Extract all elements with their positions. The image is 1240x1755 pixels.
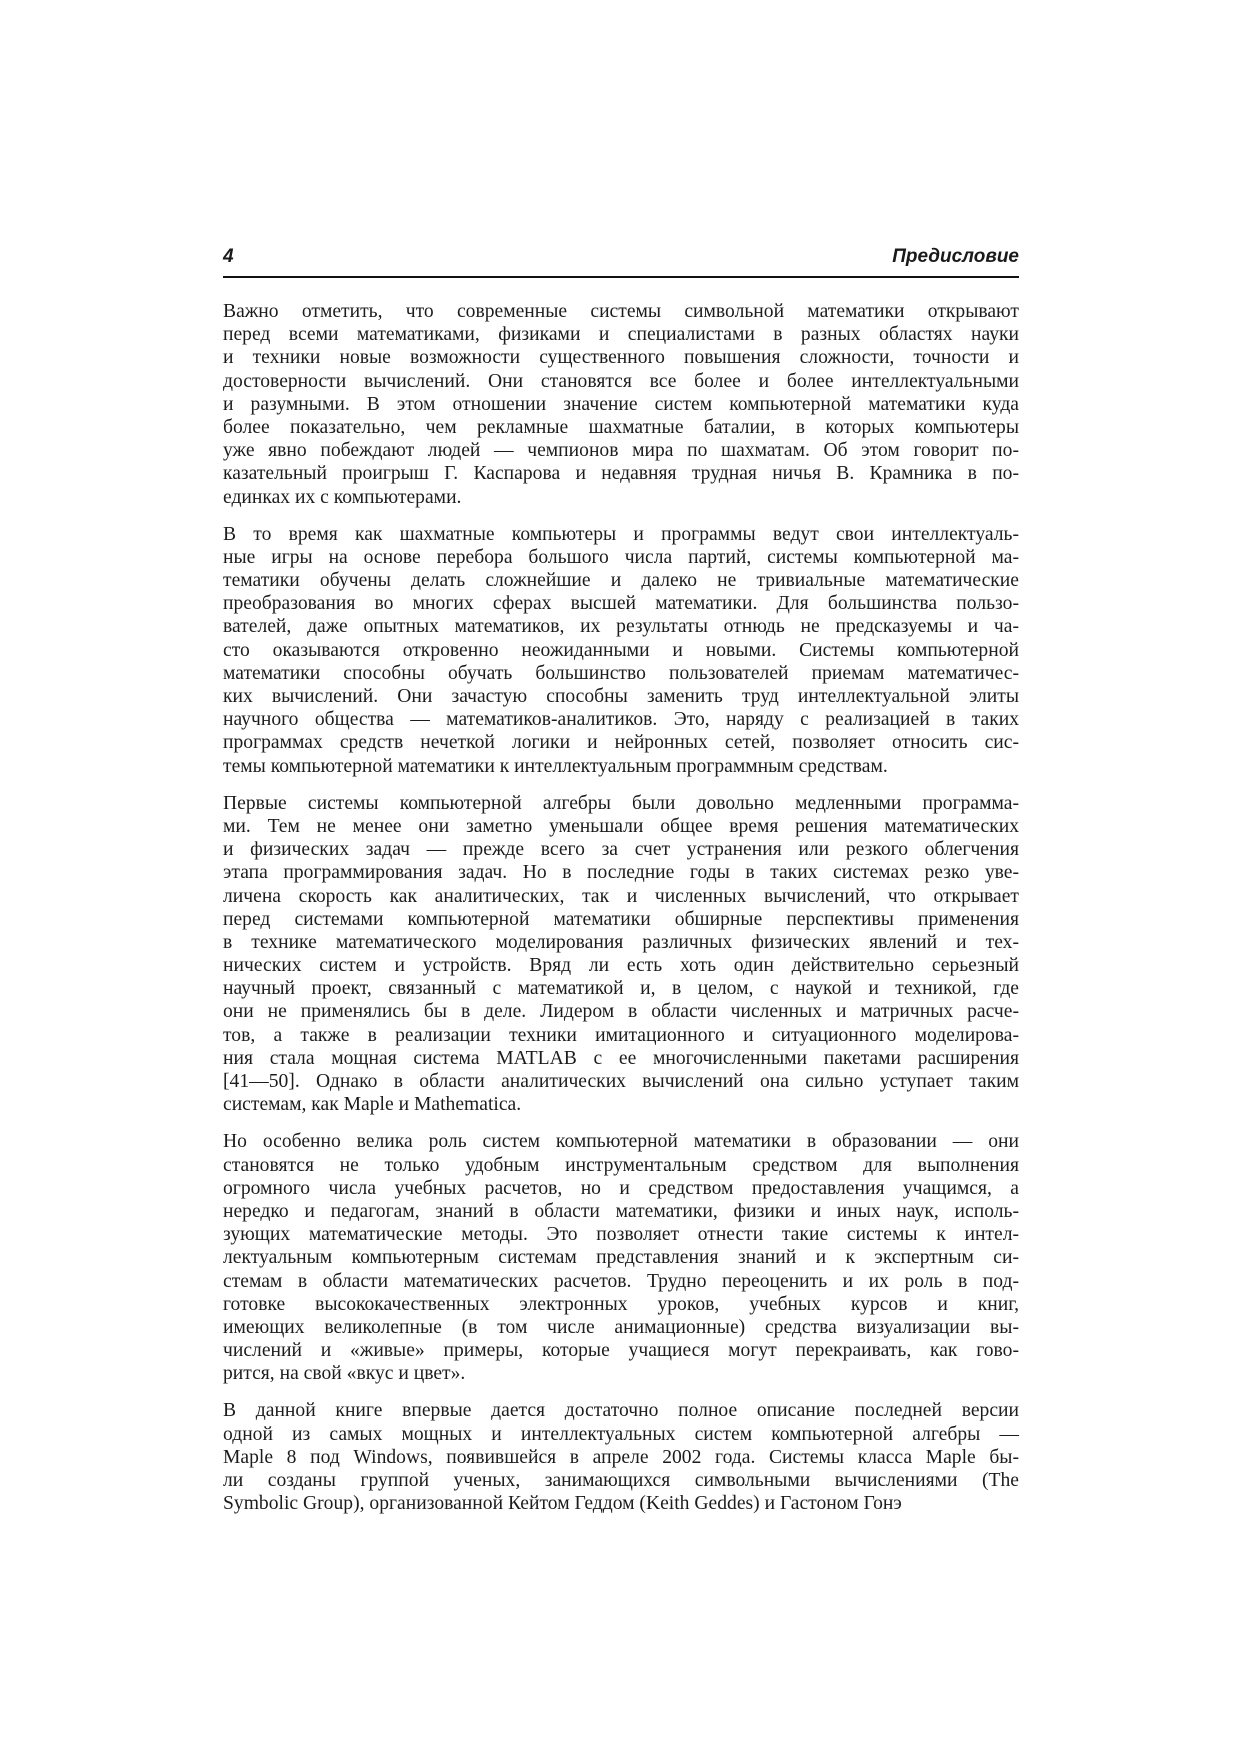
- text-line: числений и «живые» примеры, которые учащиеся могут перекраивать, как гово-: [223, 1340, 1019, 1362]
- text-line: вателей, даже опытных математиков, их результаты отнюдь не предсказуемы и ча-: [223, 616, 1019, 638]
- text-line: системам, как Maple и Mathematica.: [223, 1094, 522, 1116]
- text-line: темы компьютерной математики к интеллектуальным программным средствам.: [223, 755, 888, 777]
- text-line: готовке высококачественных электронных уроков, учебных курсов и книг,: [223, 1293, 1019, 1315]
- text-line: научного общества — математиков-аналитиков. Это, наряду с реализацией в таких: [223, 709, 1019, 731]
- text-line: единках их с компьютерами.: [223, 486, 462, 508]
- text-line: Важно отметить, что современные системы символьной математики открывают: [223, 301, 1019, 322]
- text-line: перед всеми математиками, физиками и специалистами в разных областях науки: [223, 324, 1019, 346]
- text-line: и разумными. В этом отношении значение систем компьютерной математики куда: [223, 393, 1019, 415]
- text-line: стемам в области математических расчетов. Трудно переоценить и их роль в под-: [223, 1270, 1019, 1292]
- text-line: ния стала мощная система MATLAB с ее многочисленными пакетами расширения: [223, 1047, 1019, 1069]
- text-line: В данной книге впервые дается достаточно полное описание последней версии: [223, 1400, 1019, 1422]
- text-line: математики способны обучать большинство пользователей приемам математичес-: [223, 662, 1019, 684]
- paragraph: [223, 1130, 1019, 1385]
- text-line: одной из самых мощных и интеллектуальных систем компьютерной алгебры —: [223, 1423, 1019, 1445]
- text-line: и техники новые возможности существенного повышения сложности, точности и: [223, 347, 1019, 369]
- text-line: имеющих великолепные (в том числе анимационные) средства визуализации вы-: [223, 1316, 1019, 1338]
- page-number: 4: [223, 246, 234, 267]
- text-line: тов, а также в реализации техники имитационного и ситуационного моделирова-: [223, 1024, 1019, 1046]
- paragraph: [223, 300, 1019, 509]
- text-line: Первые системы компьютерной алгебры были довольно медленными программа-: [223, 792, 1019, 814]
- paragraph: [223, 1399, 1019, 1515]
- text-line: перед системами компьютерной математики обширные перспективы применения: [223, 908, 1019, 930]
- text-line: становятся не только удобным инструментальным средством для выполнения: [223, 1154, 1019, 1176]
- text-line: этапа программирования задач. Но в последние годы в таких системах резко уве-: [223, 862, 1019, 884]
- text-line: ми. Тем не менее они заметно уменьшали общее время решения математических: [223, 815, 1019, 837]
- text-line: преобразования во многих сферах высшей математики. Для большинства пользо-: [223, 593, 1019, 615]
- text-line: казательный проигрыш Г. Каспарова и недавняя трудная ничья В. Крамника в по-: [223, 463, 1019, 485]
- paragraph: [223, 792, 1019, 1117]
- text-line: [41—50]. Однако в области аналитических вычислений она сильно уступает таким: [223, 1071, 1019, 1092]
- text-line: лектуальным компьютерным системам представления знаний и к экспертным си-: [223, 1247, 1019, 1269]
- text-line: В то время как шахматные компьютеры и программы ведут свои интеллектуаль-: [223, 523, 1019, 545]
- text-line: ные игры на основе перебора большого числа партий, системы компьютерной ма-: [223, 546, 1019, 568]
- text-line: программах средств нечеткой логики и нейронных сетей, позволяет относить сис-: [223, 732, 1019, 754]
- text-line: сто оказываются откровенно неожиданными и новыми. Системы компьютерной: [223, 639, 1019, 661]
- text-line: огромного числа учебных расчетов, но и средством предоставления учащимся, а: [223, 1177, 1019, 1199]
- text-line: и физических задач — прежде всего за счет устранения или резкого облегчения: [223, 839, 1019, 861]
- paragraph: [223, 523, 1019, 778]
- text-line: рится, на свой «вкус и цвет».: [223, 1363, 466, 1385]
- body-text: [223, 300, 1019, 1529]
- text-line: зующих математические методы. Это позволяет отнести такие системы к интел-: [223, 1224, 1019, 1246]
- text-line: более показательно, чем рекламные шахматные баталии, в которых компьютеры: [223, 416, 1019, 438]
- text-line: научный проект, связанный с математикой и, в целом, с наукой и техникой, где: [223, 978, 1019, 1000]
- text-line: личена скорость как аналитических, так и численных вычислений, что открывает: [223, 885, 1019, 907]
- text-line: они не применялись бы в деле. Лидером в области численных и матричных расче-: [223, 1001, 1019, 1023]
- text-line: нередко и педагогам, знаний в области математики, физики и иных наук, исполь-: [223, 1200, 1019, 1222]
- text-line: Maple 8 под Windows, появившейся в апреле 2002 года. Системы класса Maple бы-: [223, 1446, 1019, 1468]
- text-line: тематики обучены делать сложнейшие и далеко не тривиальные математические: [223, 570, 1019, 592]
- text-line: ли созданы группой ученых, занимающихся символьными вычислениями (The: [223, 1470, 1019, 1491]
- text-line: Symbolic Group), организованной Кейтом Геддом (Keith Geddes) и Гастоном Гонэ: [223, 1493, 902, 1515]
- text-line: Но особенно велика роль систем компьютерной математики в образовании — они: [223, 1131, 1019, 1153]
- text-line: нических систем и устройств. Вряд ли есть хоть один действительно серьезный: [223, 955, 1019, 977]
- text-line: уже явно побеждают людей — чемпионов мира по шахматам. Об этом говорит по-: [223, 440, 1019, 462]
- text-line: достоверности вычислений. Они становятся все более и более интеллектуальными: [223, 370, 1019, 392]
- section-title: Предисловие: [892, 246, 1019, 267]
- running-header: [223, 246, 1019, 278]
- text-line: ких вычислений. Они зачастую способны заменить труд интеллектуальной элиты: [223, 686, 1019, 707]
- text-line: в технике математического моделирования различных физических явлений и тех-: [223, 931, 1019, 953]
